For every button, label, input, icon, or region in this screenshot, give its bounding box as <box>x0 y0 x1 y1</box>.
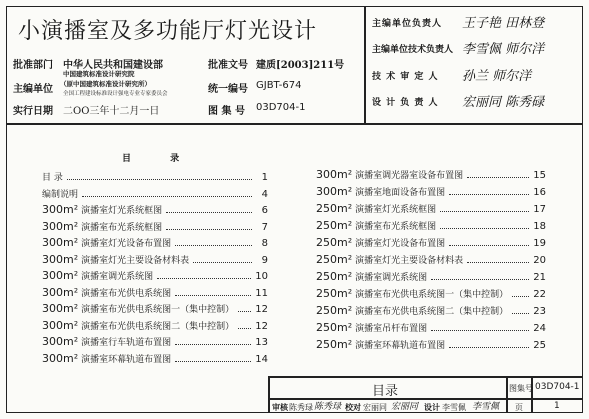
toc-leader-dots <box>467 261 529 263</box>
toc-entry-area: 250m² <box>316 321 353 334</box>
toc-entry <box>316 338 546 354</box>
toc-leader-dots <box>82 195 252 197</box>
toc-entry-title <box>316 219 436 232</box>
toc-entry <box>42 253 268 269</box>
toc-entry <box>42 335 268 351</box>
toc-entry-title <box>316 185 445 198</box>
toc-entry <box>42 236 268 252</box>
toc-page-number: 25 <box>533 340 546 351</box>
approval-dept: 中华人民共和国建设部 <box>63 60 163 71</box>
toc-entry <box>316 236 546 252</box>
approval-no: 建质[2003]211号 <box>256 60 345 71</box>
responsible-signature: 孙兰 师尔洋 <box>462 69 532 84</box>
responsible-role: 主编单位负责人 <box>372 19 443 29</box>
toc-entry-title <box>42 187 78 200</box>
toc-leader-dots <box>440 210 529 212</box>
toc-page-number: 21 <box>533 272 546 283</box>
toc-entry-title <box>316 202 436 215</box>
toc-entry-text: 演播室灯光系统框图 <box>81 206 163 216</box>
header-separator <box>6 123 583 125</box>
toc-leader-dots <box>449 193 529 195</box>
toc-entry-title <box>316 321 427 334</box>
toc-page-number: 8 <box>261 238 268 249</box>
toc-entry-title <box>316 287 508 300</box>
toc-entry <box>316 270 546 286</box>
toc-entry <box>42 269 268 285</box>
titleblock-top-line <box>268 376 583 378</box>
toc-page-number: 23 <box>533 306 546 317</box>
editor-label: 主编单位 <box>13 84 53 95</box>
reviewer-signature: 陈秀琭 <box>314 402 342 412</box>
toc-entry-area: 300m² <box>42 236 79 249</box>
approval-no-label: 批准文号 <box>208 60 248 71</box>
toc-entry-area: 250m² <box>316 253 353 266</box>
toc-entry-area: 300m² <box>42 252 79 266</box>
titleblock-left-line <box>268 376 270 413</box>
responsible-role: 主编单位技术负责人 <box>372 45 454 55</box>
responsible-signature: 宏丽同 陈秀碌 <box>462 95 545 110</box>
proofer-name: 宏丽同 <box>363 403 387 412</box>
responsible-role: 技 术 审 定 人 <box>372 72 439 82</box>
toc-entry-text: 演播室调光系统图 <box>81 272 154 282</box>
toc-page-number: 20 <box>533 255 546 266</box>
toc-entry <box>316 219 546 235</box>
toc-leader-dots <box>193 261 252 263</box>
editor-line2: （原中国建筑标准设计研究所） <box>60 80 151 88</box>
toc-entry <box>42 170 268 186</box>
toc-leader-dots <box>175 343 251 345</box>
toc-entry-area: 300m² <box>42 285 79 299</box>
toc-entry-title <box>42 170 63 183</box>
toc-page-number: 14 <box>255 353 268 365</box>
reviewer-name: 陈秀琭 <box>289 403 313 412</box>
toc-entry-area: 300m² <box>42 302 79 315</box>
toc-entry-title <box>316 253 463 266</box>
toc-entry-text: 演播室调光器室设备布置图 <box>355 171 464 181</box>
toc-leader-dots <box>512 312 529 314</box>
toc-page-number: 1 <box>261 172 268 183</box>
toc-page-number: 12 <box>255 320 268 332</box>
toc-entry-area: 300m² <box>42 335 79 348</box>
toc-leader-dots <box>238 310 251 312</box>
toc-entry <box>316 304 546 320</box>
toc-entry-area: 300m² <box>316 185 353 198</box>
titleblock-divider <box>506 376 508 413</box>
titleblock-divider <box>531 376 533 413</box>
toc-leader-dots <box>157 277 251 279</box>
toc-entry-title <box>42 335 171 348</box>
toc-leader-dots <box>449 244 529 246</box>
design-label: 设计 <box>424 402 440 412</box>
toc-leader-dots <box>449 346 529 348</box>
implement-date: 二OO三年十二月一日 <box>63 106 160 117</box>
titleblock-title: 目录 <box>372 384 399 399</box>
toc-entry <box>42 203 268 219</box>
toc-entry-area: 250m² <box>316 236 353 249</box>
toc-entry-area: 250m² <box>316 270 353 283</box>
toc-entry-text: 演播室布光供电系统图 <box>81 288 172 299</box>
toc-entry-area: 300m² <box>42 269 79 282</box>
unified-no-label: 统一编号 <box>208 84 248 95</box>
toc-entry-text: 演播室布光系统框图 <box>355 222 437 232</box>
toc-page-number: 16 <box>533 187 546 198</box>
toc-entry-title <box>42 319 234 332</box>
toc-page-number: 7 <box>261 221 268 233</box>
toc-entry-text: 演播室地面设备布置图 <box>355 188 446 198</box>
toc-entry-title <box>316 304 508 317</box>
toc-leader-dots <box>175 244 252 246</box>
approval-dept-label: 批准部门 <box>13 60 53 71</box>
toc-entry-area: 250m² <box>316 202 353 215</box>
toc-entry-text: 演播室布光供电系统图一（集中控制） <box>81 305 235 315</box>
proofer-signature: 宏丽同 <box>391 402 419 412</box>
toc-entry-area: 300m² <box>42 219 79 233</box>
implement-label: 实行日期 <box>13 106 53 117</box>
designer-name: 李雪佩 <box>442 403 466 412</box>
toc-entry-area: 250m² <box>316 287 353 300</box>
toc-page-number: 15 <box>533 170 546 181</box>
toc-entry-title <box>42 302 234 315</box>
titleblock-atlas-no: 03D704-1 <box>535 382 580 392</box>
toc-entry-title <box>42 203 162 216</box>
toc-page-number: 17 <box>533 204 546 215</box>
toc-leader-dots <box>431 329 529 331</box>
titleblock-atlas-label: 图集号 <box>509 384 533 393</box>
designer-signature: 李雪佩 <box>472 402 500 412</box>
toc-entry-area: 250m² <box>316 219 353 232</box>
toc-entry-text: 演播室调光系统图 <box>355 273 428 283</box>
toc-entry <box>42 302 268 318</box>
toc-page-number: 11 <box>255 287 268 299</box>
toc-entry-area: 300m² <box>42 203 79 216</box>
toc-entry-text: 演播室灯光主要设备材料表 <box>81 255 190 266</box>
responsible-signature: 李雪佩 师尔洋 <box>462 42 545 57</box>
toc-entry-text: 目 录 <box>42 173 63 183</box>
toc-leader-dots <box>166 211 252 213</box>
responsible-role: 设 计 负 责 人 <box>372 98 439 108</box>
toc-entry-area: 250m² <box>316 304 353 317</box>
toc-entry-area: 300m² <box>42 351 79 365</box>
toc-entry <box>42 286 268 302</box>
toc-entry-text: 演播室布光供电系统图二（集中控制） <box>81 321 235 332</box>
toc-entry-text: 演播室布光供电系统图二（集中控制） <box>355 307 509 317</box>
toc-entry-title <box>42 352 171 365</box>
toc-entry <box>316 321 546 337</box>
toc-page-number: 9 <box>261 254 268 266</box>
toc-page-number: 10 <box>255 271 268 282</box>
toc-entry <box>316 287 546 303</box>
toc-entry-title <box>42 269 153 282</box>
toc-leader-dots <box>175 360 251 362</box>
toc-heading: 目 录 <box>122 154 198 164</box>
toc-entry <box>42 352 268 368</box>
toc-entry <box>316 202 546 218</box>
toc-entry-text: 演播室布光系统框图 <box>81 222 163 233</box>
toc-entry-area: 300m² <box>42 318 79 332</box>
toc-page-number: 24 <box>533 323 546 334</box>
toc-entry-text: 演播室环幕轨道布置图 <box>355 341 446 351</box>
editor-line1: 中国建筑标准设计研究院 <box>63 70 135 78</box>
toc-entry-title <box>316 236 445 249</box>
toc-page-number: 19 <box>533 238 546 249</box>
toc-entry-text: 编制说明 <box>42 189 79 200</box>
toc-entry-text: 演播室吊杆布置图 <box>355 324 428 334</box>
toc-leader-dots <box>166 228 252 230</box>
toc-entry-title <box>42 236 171 249</box>
responsible-signature: 王子艳 田林登 <box>462 16 545 31</box>
toc-leader-dots <box>431 278 529 280</box>
toc-entry-area: 250m² <box>316 338 353 351</box>
toc-entry-title <box>316 338 445 351</box>
toc-page-number: 4 <box>261 188 268 200</box>
toc-entry-title <box>316 168 463 181</box>
toc-entry-title <box>316 270 427 283</box>
toc-leader-dots <box>440 227 529 229</box>
toc-page-number: 6 <box>261 205 268 216</box>
page-title: 小演播室及多功能厅灯光设计 <box>18 19 318 44</box>
toc-page-number: 12 <box>255 304 268 315</box>
page-label: 页 <box>515 403 523 412</box>
toc-leader-dots <box>238 327 251 329</box>
proof-label: 校对 <box>345 402 361 412</box>
toc-entry-title <box>42 286 171 299</box>
toc-entry-text: 演播室行车轨道布置图 <box>81 338 172 348</box>
toc-entry-text: 演播室布光供电系统图一（集中控制） <box>355 290 509 300</box>
toc-leader-dots <box>512 295 529 297</box>
toc-entry-text: 演播室灯光设备布置图 <box>355 239 446 249</box>
toc-entry <box>42 187 268 203</box>
toc-entry-area: 300m² <box>316 168 353 181</box>
editor-line3: 全国工程建设标准设计强电专业专家委员会 <box>63 91 168 97</box>
toc-entry-text: 演播室灯光主要设备材料表 <box>355 256 464 266</box>
toc-leader-dots <box>67 178 252 180</box>
toc-entry-text: 演播室灯光设备布置图 <box>81 239 172 249</box>
atlas-no-label: 图 集 号 <box>208 106 245 117</box>
toc-page-number: 22 <box>533 289 546 300</box>
review-label: 审核 <box>272 402 288 412</box>
page-number: 1 <box>554 401 560 411</box>
toc-page-number: 18 <box>533 221 546 232</box>
unified-no: GJBT-674 <box>256 80 302 91</box>
toc-page-number: 13 <box>255 337 268 348</box>
toc-entry <box>316 185 546 201</box>
toc-entry <box>316 253 546 269</box>
toc-entry <box>316 168 546 184</box>
toc-leader-dots <box>175 294 251 296</box>
toc-entry-text: 演播室环幕轨道布置图 <box>81 354 172 365</box>
atlas-no: 03D704-1 <box>256 102 306 113</box>
toc-entry-text: 演播室灯光系统框图 <box>355 205 437 215</box>
toc-entry <box>42 220 268 236</box>
toc-entry <box>42 319 268 335</box>
header-column-divider <box>364 6 366 123</box>
toc-entry-title <box>42 220 162 233</box>
toc-leader-dots <box>467 176 529 178</box>
toc-entry-title <box>42 253 189 266</box>
